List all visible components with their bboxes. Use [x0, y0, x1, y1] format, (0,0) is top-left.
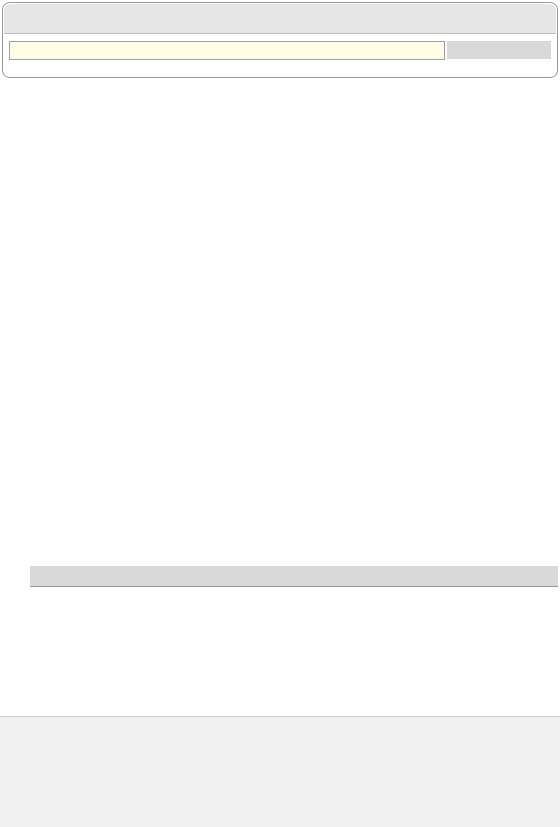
files-table: [30, 566, 558, 587]
col-type: [302, 566, 534, 587]
legal-person-field[interactable]: [9, 41, 445, 60]
legal-person-label: [447, 41, 551, 59]
col-num: [534, 566, 558, 587]
col-date: [150, 566, 302, 587]
panel-title: [4, 4, 556, 34]
col-download: [30, 566, 150, 587]
contact-panel: [2, 2, 558, 78]
page-footer: [0, 716, 560, 827]
